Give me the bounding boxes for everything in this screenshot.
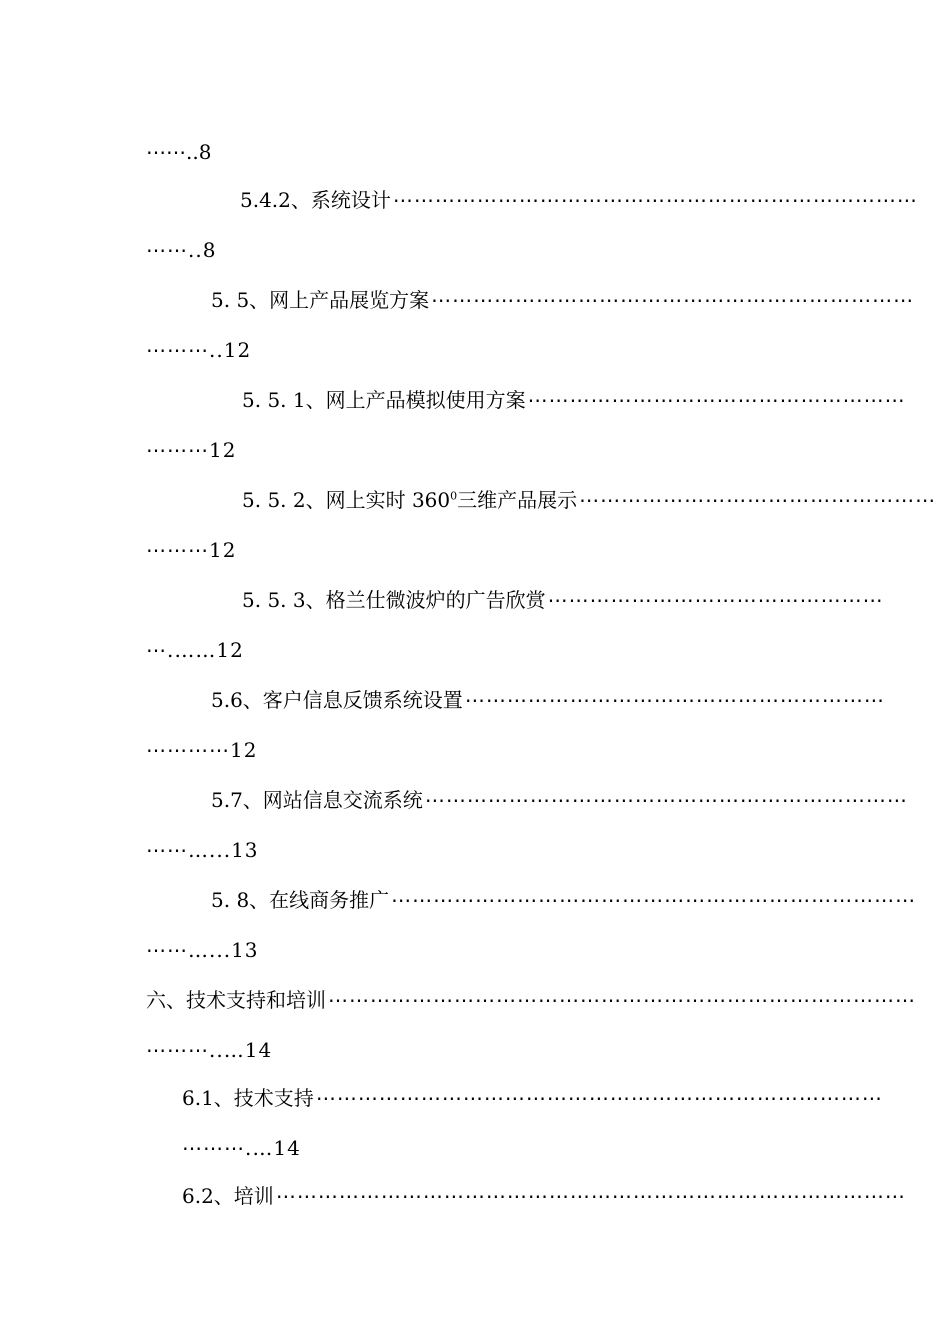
toc-dot-leader: ⋯⋯⋯⋯⋯⋯⋯⋯⋯⋯⋯⋯⋯⋯⋯⋯⋯⋯⋯⋯⋯⋯⋯⋯⋯⋯⋯⋯ <box>328 988 916 1012</box>
toc-page-line: ⋯⋯⋯12 <box>146 538 237 562</box>
toc-entry-5-8[interactable] <box>0 888 950 988</box>
toc-entry-title: 5. 5. 2、网上实时 $360^0$三维产品展示 <box>242 488 578 512</box>
toc-page-line: ⋯⋯…...13 <box>146 938 259 962</box>
toc-dot-leader: ⋯⋯⋯⋯⋯⋯⋯⋯⋯⋯⋯⋯⋯⋯⋯⋯⋯⋯⋯⋯ <box>464 688 885 712</box>
toc-dot-leader: ⋯⋯⋯⋯⋯⋯⋯⋯⋯⋯⋯⋯⋯⋯⋯⋯⋯⋯⋯⋯⋯⋯⋯⋯⋯⋯⋯ <box>315 1086 883 1110</box>
toc-entry-title: 5.4.2、系统设计 <box>240 188 391 212</box>
toc-entry-title: 5. 8、在线商务推广 <box>211 888 390 912</box>
toc-entry-title: 5. 5. 3、格兰仕微波炉的广告欣赏 <box>242 588 546 612</box>
toc-dot-leader: ⋯⋯⋯⋯⋯⋯⋯⋯⋯⋯⋯⋯⋯⋯⋯⋯⋯⋯⋯⋯⋯⋯⋯ <box>431 288 915 312</box>
toc-page-line: ⋯⋯⋯.…14 <box>182 1136 301 1160</box>
toc-entry-5-5-2[interactable] <box>0 488 950 588</box>
toc-entry-5-6[interactable] <box>0 688 950 788</box>
toc-entry-title: 6.2、培训 <box>182 1184 274 1208</box>
superscript: 0 <box>450 489 458 503</box>
toc-dot-leader: ⋯⋯⋯⋯⋯⋯⋯⋯⋯⋯⋯⋯⋯⋯⋯⋯⋯⋯⋯⋯⋯⋯⋯⋯⋯ <box>391 888 917 912</box>
toc-entry-6-2[interactable] <box>0 1184 950 1284</box>
toc-entry-5-5-3[interactable] <box>0 588 950 688</box>
toc-entry-title: 5. 5. 1、网上产品模拟使用方案 <box>242 388 526 412</box>
toc-dot-leader: ⋯⋯⋯⋯⋯⋯⋯⋯⋯⋯⋯⋯⋯⋯⋯⋯⋯⋯ <box>527 388 906 412</box>
toc-page-line: ⋯⋯⋯..…14 <box>146 1038 273 1062</box>
toc-dot-leader: ⋯⋯⋯⋯⋯⋯⋯⋯⋯⋯⋯⋯⋯⋯⋯⋯ <box>547 588 884 612</box>
toc-entry-title: 5.7、网站信息交流系统 <box>211 788 423 812</box>
toc-page-line: ⋯.……12 <box>146 638 244 662</box>
toc-entry-title: 六、技术支持和培训 <box>146 988 326 1012</box>
toc-entry-5-7[interactable] <box>0 788 950 888</box>
toc-dot-leader: ⋯⋯⋯⋯⋯⋯⋯⋯⋯⋯⋯⋯⋯⋯⋯⋯⋯⋯⋯⋯⋯⋯⋯⋯⋯ <box>392 188 918 212</box>
toc-entry-title: 5.6、客户信息反馈系统设置 <box>211 688 463 712</box>
toc-entry-title: 5. 5、网上产品展览方案 <box>211 288 430 312</box>
toc-page-line: ⋯⋯..8 <box>146 238 217 262</box>
toc-entry-5-4-2[interactable] <box>0 188 950 288</box>
toc-entry-6-1[interactable] <box>0 1086 950 1186</box>
toc-page-line: ⋯⋯..8 <box>146 140 212 164</box>
toc-entry-title: 6.1、技术支持 <box>182 1086 314 1110</box>
toc-page-line: ⋯⋯⋯⋯12 <box>146 738 258 762</box>
toc-page-line: ⋯⋯⋯..12 <box>146 338 252 362</box>
toc-page-line: ⋯⋯…...13 <box>146 838 259 862</box>
toc-entry-5-5-1[interactable] <box>0 388 950 488</box>
toc-dot-leader: ⋯⋯⋯⋯⋯⋯⋯⋯⋯⋯⋯⋯⋯⋯⋯⋯⋯⋯⋯⋯⋯⋯⋯⋯⋯⋯⋯⋯⋯⋯ <box>275 1184 906 1208</box>
toc-dot-leader: ⋯⋯⋯⋯⋯⋯⋯⋯⋯⋯⋯⋯⋯⋯⋯⋯⋯⋯⋯⋯⋯⋯⋯ <box>424 788 908 812</box>
toc-page-line: ⋯⋯⋯12 <box>146 438 237 462</box>
toc-continuation <box>146 140 211 164</box>
toc-entry-5-5[interactable] <box>0 288 950 388</box>
toc-dot-leader: ⋯⋯⋯⋯⋯⋯⋯⋯⋯⋯⋯⋯⋯⋯⋯⋯⋯ <box>579 488 937 512</box>
toc-entry-6[interactable] <box>0 988 950 1088</box>
